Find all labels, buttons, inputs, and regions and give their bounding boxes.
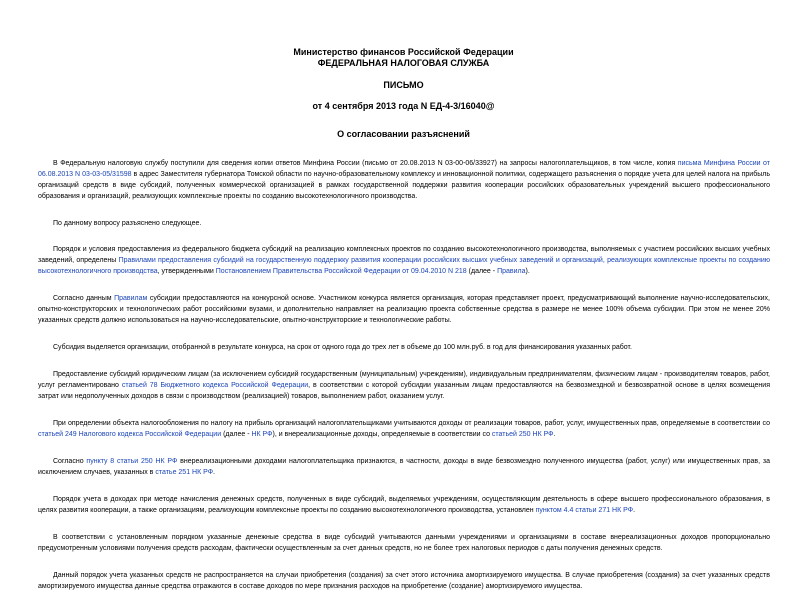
body-paragraph [38,456,770,478]
document-date-number: от 4 сентября 2013 года N ЕД-4-3/16040@ [312,101,495,111]
paragraph-text: Согласно [53,458,87,465]
paragraph-text: . [213,469,215,476]
document-link[interactable]: статьей 250 НК РФ [491,431,554,438]
paragraph-text: В соответствии с установленным порядком указанные денежные средства в виде субсидий учитываются данными учреждениями и организациями в составе внереализационных доходов пропорционально предусмотренным условиями получения средств расходам, фактически осуществленным за счет данных средств, но не более трех налоговых периодов с даты получения денежных средств. [38,534,770,552]
document-link[interactable]: Правила [497,268,526,275]
paragraph-text: Порядок учета в доходах при методе начисления денежных средств, полученных в виде субсидий, выделяемых учреждениям, осуществляющим деятельность в сфере высшего профессионального образования, в целях развития кооперации, а также организациям, реализующим комплексные проекты по созданию высокотехнологичного производства, установлен [38,496,770,514]
paragraph-text: . [553,431,556,438]
paragraph-text: , утвержденными [157,268,216,275]
paragraph-text: в адрес Заместителя губернатора Томской области по научно-образовательному комплексу и инновационной политики, содержащего разъяснения о порядке учета для целей налога на прибыль организаций средств в виде субсидий, полученных коммерческой организацией в рамках государственной поддержки развития кооперации российских образовательных учреждений высшего профессионального образования и организаций, реализующих комплексные проекты по созданию высокотехнологичного производства. [38,171,770,200]
paragraph-text: Предоставление субсидий юридическим лицам (за исключением субсидий государственным (муниципальным) учреждениям), индивидуальным предпринимателям, физическим лицам - производителям товаров, работ, услуг регламентировано [38,371,770,389]
paragraph-text: ), и внереализационные доходы, определяемые в соответствии со [272,431,492,438]
body-paragraph [38,532,770,554]
paragraph-text: При определении объекта налогообложения по налогу на прибыль организаций налогоплательщиками учитываются доходы от реализации товаров, работ, услуг, имущественных прав, определяемые в соответствии со [53,420,770,427]
body-paragraph [38,570,770,592]
document-link[interactable]: письма Минфина России от 06.08.2013 N 03-03-05/31598 [38,160,770,178]
body-paragraph [38,244,770,277]
paragraph-text: Согласно данным [53,295,115,302]
body-paragraph [38,342,770,353]
paragraph-text: (далее - [221,431,252,438]
body-paragraph [38,418,770,440]
document-link[interactable]: пункту 8 статьи 250 НК РФ [86,458,178,465]
document-link[interactable]: статье 251 НК РФ [155,469,214,476]
paragraph-text: внереализационными доходами налогоплательщика признаются, в частности, доходы в виде безвозмездно полученного имущества (работ, услуг) или имущественных прав, за исключением случаев, указанных в [38,458,770,476]
service-title: ФЕДЕРАЛЬНАЯ НАЛОГОВАЯ СЛУЖБА [317,58,490,68]
paragraph-text: , в соответствии с которой субсидии указанным лицам предоставляются на безвозмездной и безвозвратной основе в целях возмещения затрат или недополученных доходов в связи с производством (реализацией) товаров, выполнением работ, оказанием услуг. [38,382,770,400]
document-subject: О согласовании разъяснений [337,129,470,139]
paragraph-text: По данному вопросу разъяснено следующее. [53,220,202,227]
paragraph-text: ). [525,268,530,275]
paragraph-text: . [633,507,636,514]
document-link[interactable]: Правилам [114,295,148,302]
document-link[interactable]: НК РФ [251,431,273,438]
paragraph-text: В Федеральную налоговую службу поступили для сведения копии ответов Минфина России (письмо от 20.08.2013 N 03-00-06/33927) на запросы налогоплательщиков, в том числе, копия [53,160,678,167]
document-link[interactable]: пунктом 4.4 статьи 271 НК РФ [535,507,634,514]
paragraph-text: субсидии предоставляются на конкурсной основе. Участником конкурса является организация, которая представляет проект, предусматривающий выполнение научно-исследовательских, опытно-конструкторских и технологических работ российскими вузами, и дополнительно направляет на реализацию проекта собственные средства в размере не менее 100% объема субсидии. При этом не менее 20% указанных средств должно использоваться на научно-исследовательские, опытно-конструкторские и технологические работы. [38,295,771,324]
body-paragraph [38,369,770,402]
body-paragraph [38,218,770,229]
paragraph-text: Субсидия выделяется организации, отобранной в результате конкурса, на срок от одного года до трех лет в объеме до 100 млн.руб. в год для финансирования указанных работ. [53,344,632,351]
paragraph-text: Данный порядок учета указанных средств не распространяется на случаи приобретения (создания) за счет этого источника амортизируемого имущества. В случае приобретения (создания) за счет указанных средств амортизируемого имущества данные средства отражаются в составе доходов по мере признания расходов на приобретение (создание) амортизируемого имущества. [38,572,770,590]
body-paragraph [38,293,770,326]
document-link[interactable]: статьей 78 Бюджетного кодекса Российской Федерации [121,382,309,389]
body-paragraph [38,494,770,516]
document-link[interactable]: Правилами предоставления субсидий на государственную поддержку развития кооперации российских высших учебных заведений и организаций, реализующих комплексные проекты по созданию высокотехнологичного производства [38,257,770,275]
ministry-title: Министерство финансов Российской Федерации [293,47,514,57]
body-paragraph [38,158,770,202]
paragraph-text: Порядок и условия предоставления из федерального бюджета субсидий на реализацию комплексных проектов по созданию высокотехнологичного производства, выполняемых с участием российских высших учебных заведений, определены [38,246,770,264]
document-body [38,158,770,608]
document-link[interactable]: статьей 249 Налогового кодекса Российской Федерации [38,431,222,438]
document-type: ПИСЬМО [383,80,424,90]
paragraph-text: (далее - [466,268,498,275]
document-link[interactable]: Постановлением Правительства Российской Федерации от 09.04.2010 N 218 [215,268,467,275]
